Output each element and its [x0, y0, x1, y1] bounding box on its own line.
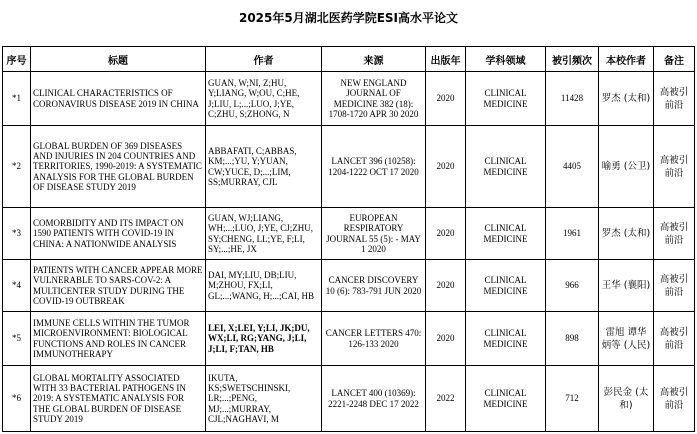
- school-author: 罗杰 (太和): [599, 208, 654, 260]
- paper-title: CLINICAL CHARACTERISTICS OF CORONAVIRUS DISEASE 2019 IN CHINA: [31, 72, 206, 126]
- paper-remark: 高被引 前沿: [654, 208, 695, 260]
- paper-year: 2020: [426, 72, 466, 126]
- school-author: 王华 (襄阳): [599, 260, 654, 312]
- row-no: *4: [3, 260, 31, 312]
- school-author: 彭民金 (太和): [599, 366, 654, 432]
- paper-title: COMORBIDITY AND ITS IMPACT ON 1590 PATIENTS WITH COVID-19 IN CHINA: A NATIONWIDE ANALYSIS: [31, 208, 206, 260]
- paper-authors: LEI, X;LEI, Y;LI, JK;DU, WX;LI, RG;YANG, J;LI, J;LI, F;TAN, HB: [206, 312, 322, 366]
- header-remark: 备注: [654, 47, 695, 72]
- papers-table: [2, 46, 695, 432]
- paper-cites: 4405: [546, 126, 599, 208]
- paper-field: CLINICAL MEDICINE: [466, 208, 546, 260]
- header-year: 出版年: [426, 47, 466, 72]
- paper-authors: GUAN, WJ;LIANG, WH;...;LUO, J;YE, CJ;ZHU, SY;CHENG, LL;YE, F;LI, SY;...;HE, JX: [206, 208, 322, 260]
- paper-year: 2022: [426, 366, 466, 432]
- paper-title: IMMUNE CELLS WITHIN THE TUMOR MICROENVIRONMENT: BIOLOGICAL FUNCTIONS AND ROLES IN CANCER IMMUNOTHERAPY: [31, 312, 206, 366]
- table-row: [3, 366, 695, 432]
- paper-year: 2020: [426, 208, 466, 260]
- header-source: 来源: [322, 47, 426, 72]
- header-school-author: 本校作者: [599, 47, 654, 72]
- paper-source: LANCET 396 (10258): 1204-1222 OCT 17 2020: [322, 126, 426, 208]
- paper-source: NEW ENGLAND JOURNAL OF MEDICINE 382 (18): 1708-1720 APR 30 2020: [322, 72, 426, 126]
- paper-cites: 11428: [546, 72, 599, 126]
- header-title: 标题: [31, 47, 206, 72]
- school-author: 罗杰 (太和): [599, 72, 654, 126]
- paper-year: 2020: [426, 260, 466, 312]
- table-header-row: [3, 47, 695, 72]
- table-row: [3, 312, 695, 366]
- header-no: 序号: [3, 47, 31, 72]
- paper-remark: 高被引 前沿: [654, 366, 695, 432]
- table-row: [3, 126, 695, 208]
- row-no: *3: [3, 208, 31, 260]
- header-field: 学科领域: [466, 47, 546, 72]
- table-row: [3, 208, 695, 260]
- paper-field: CLINICAL MEDICINE: [466, 312, 546, 366]
- row-no: *6: [3, 366, 31, 432]
- paper-remark: 高被引 前沿: [654, 312, 695, 366]
- paper-title: PATIENTS WITH CANCER APPEAR MORE VULNERABLE TO SARS-COV-2: A MULTICENTER STUDY DURING THE COVID-19 OUTBREAK: [31, 260, 206, 312]
- paper-year: 2020: [426, 126, 466, 208]
- paper-authors: DAI, MY;LIU, DB;LIU, M;ZHOU, FX;LI, GL;...;WANG, H;...;CAI, HB: [206, 260, 322, 312]
- header-cites: 被引频次: [546, 47, 599, 72]
- paper-cites: 1961: [546, 208, 599, 260]
- table-row: [3, 260, 695, 312]
- paper-cites: 898: [546, 312, 599, 366]
- row-no: *1: [3, 72, 31, 126]
- table-row: [3, 72, 695, 126]
- paper-remark: 高被引 前沿: [654, 260, 695, 312]
- paper-authors: IKUTA, KS;SWETSCHINSKI, LR;...;PENG, MJ;...;MURRAY, CJL;NAGHAVI, M: [206, 366, 322, 432]
- row-no: *5: [3, 312, 31, 366]
- header-authors: 作者: [206, 47, 322, 72]
- paper-cites: 966: [546, 260, 599, 312]
- school-author: 雷旭 谭华炳等 (人民): [599, 312, 654, 366]
- page-title: 2025年5月湖北医药学院ESI高水平论文: [238, 11, 459, 25]
- paper-field: CLINICAL MEDICINE: [466, 72, 546, 126]
- paper-source: LANCET 400 (10369): 2221-2248 DEC 17 2022: [322, 366, 426, 432]
- paper-field: CLINICAL MEDICINE: [466, 126, 546, 208]
- paper-source: EUROPEAN RESPIRATORY JOURNAL 55 (5): - MAY 1 2020: [322, 208, 426, 260]
- paper-field: CLINICAL MEDICINE: [466, 366, 546, 432]
- row-no: *2: [3, 126, 31, 208]
- paper-authors: GUAN, W;NI, Z;HU, Y;LIANG, W;OU, C;HE, J;LIU, L;...;LUO, J;YE, C;ZHU, S;ZHONG, N: [206, 72, 322, 126]
- paper-title: GLOBAL MORTALITY ASSOCIATED WITH 33 BACTERIAL PATHOGENS IN 2019: A SYSTEMATIC ANALYSIS FOR THE GLOBAL BURDEN OF DISEASE STUDY 2019: [31, 366, 206, 432]
- paper-source: CANCER LETTERS 470: 126-133 2020: [322, 312, 426, 366]
- paper-remark: 高被引 前沿: [654, 72, 695, 126]
- paper-field: CLINICAL MEDICINE: [466, 260, 546, 312]
- paper-year: 2020: [426, 312, 466, 366]
- paper-remark: 高被引 前沿: [654, 126, 695, 208]
- paper-authors: ABBAFATI, C;ABBAS, KM;...;YU, Y;YUAN, CW;YUCE, D;...;LIM, SS;MURRAY, CJL: [206, 126, 322, 208]
- paper-source: CANCER DISCOVERY 10 (6): 783-791 JUN 2020: [322, 260, 426, 312]
- paper-cites: 712: [546, 366, 599, 432]
- school-author: 喻勇 (公卫): [599, 126, 654, 208]
- paper-title: GLOBAL BURDEN OF 369 DISEASES AND INJURIES IN 204 COUNTRIES AND TERRITORIES, 1990-2019: A SYSTEMATIC ANALYSIS FOR THE GLOBAL BURDEN OF DISEASE STUDY 2019: [31, 126, 206, 208]
